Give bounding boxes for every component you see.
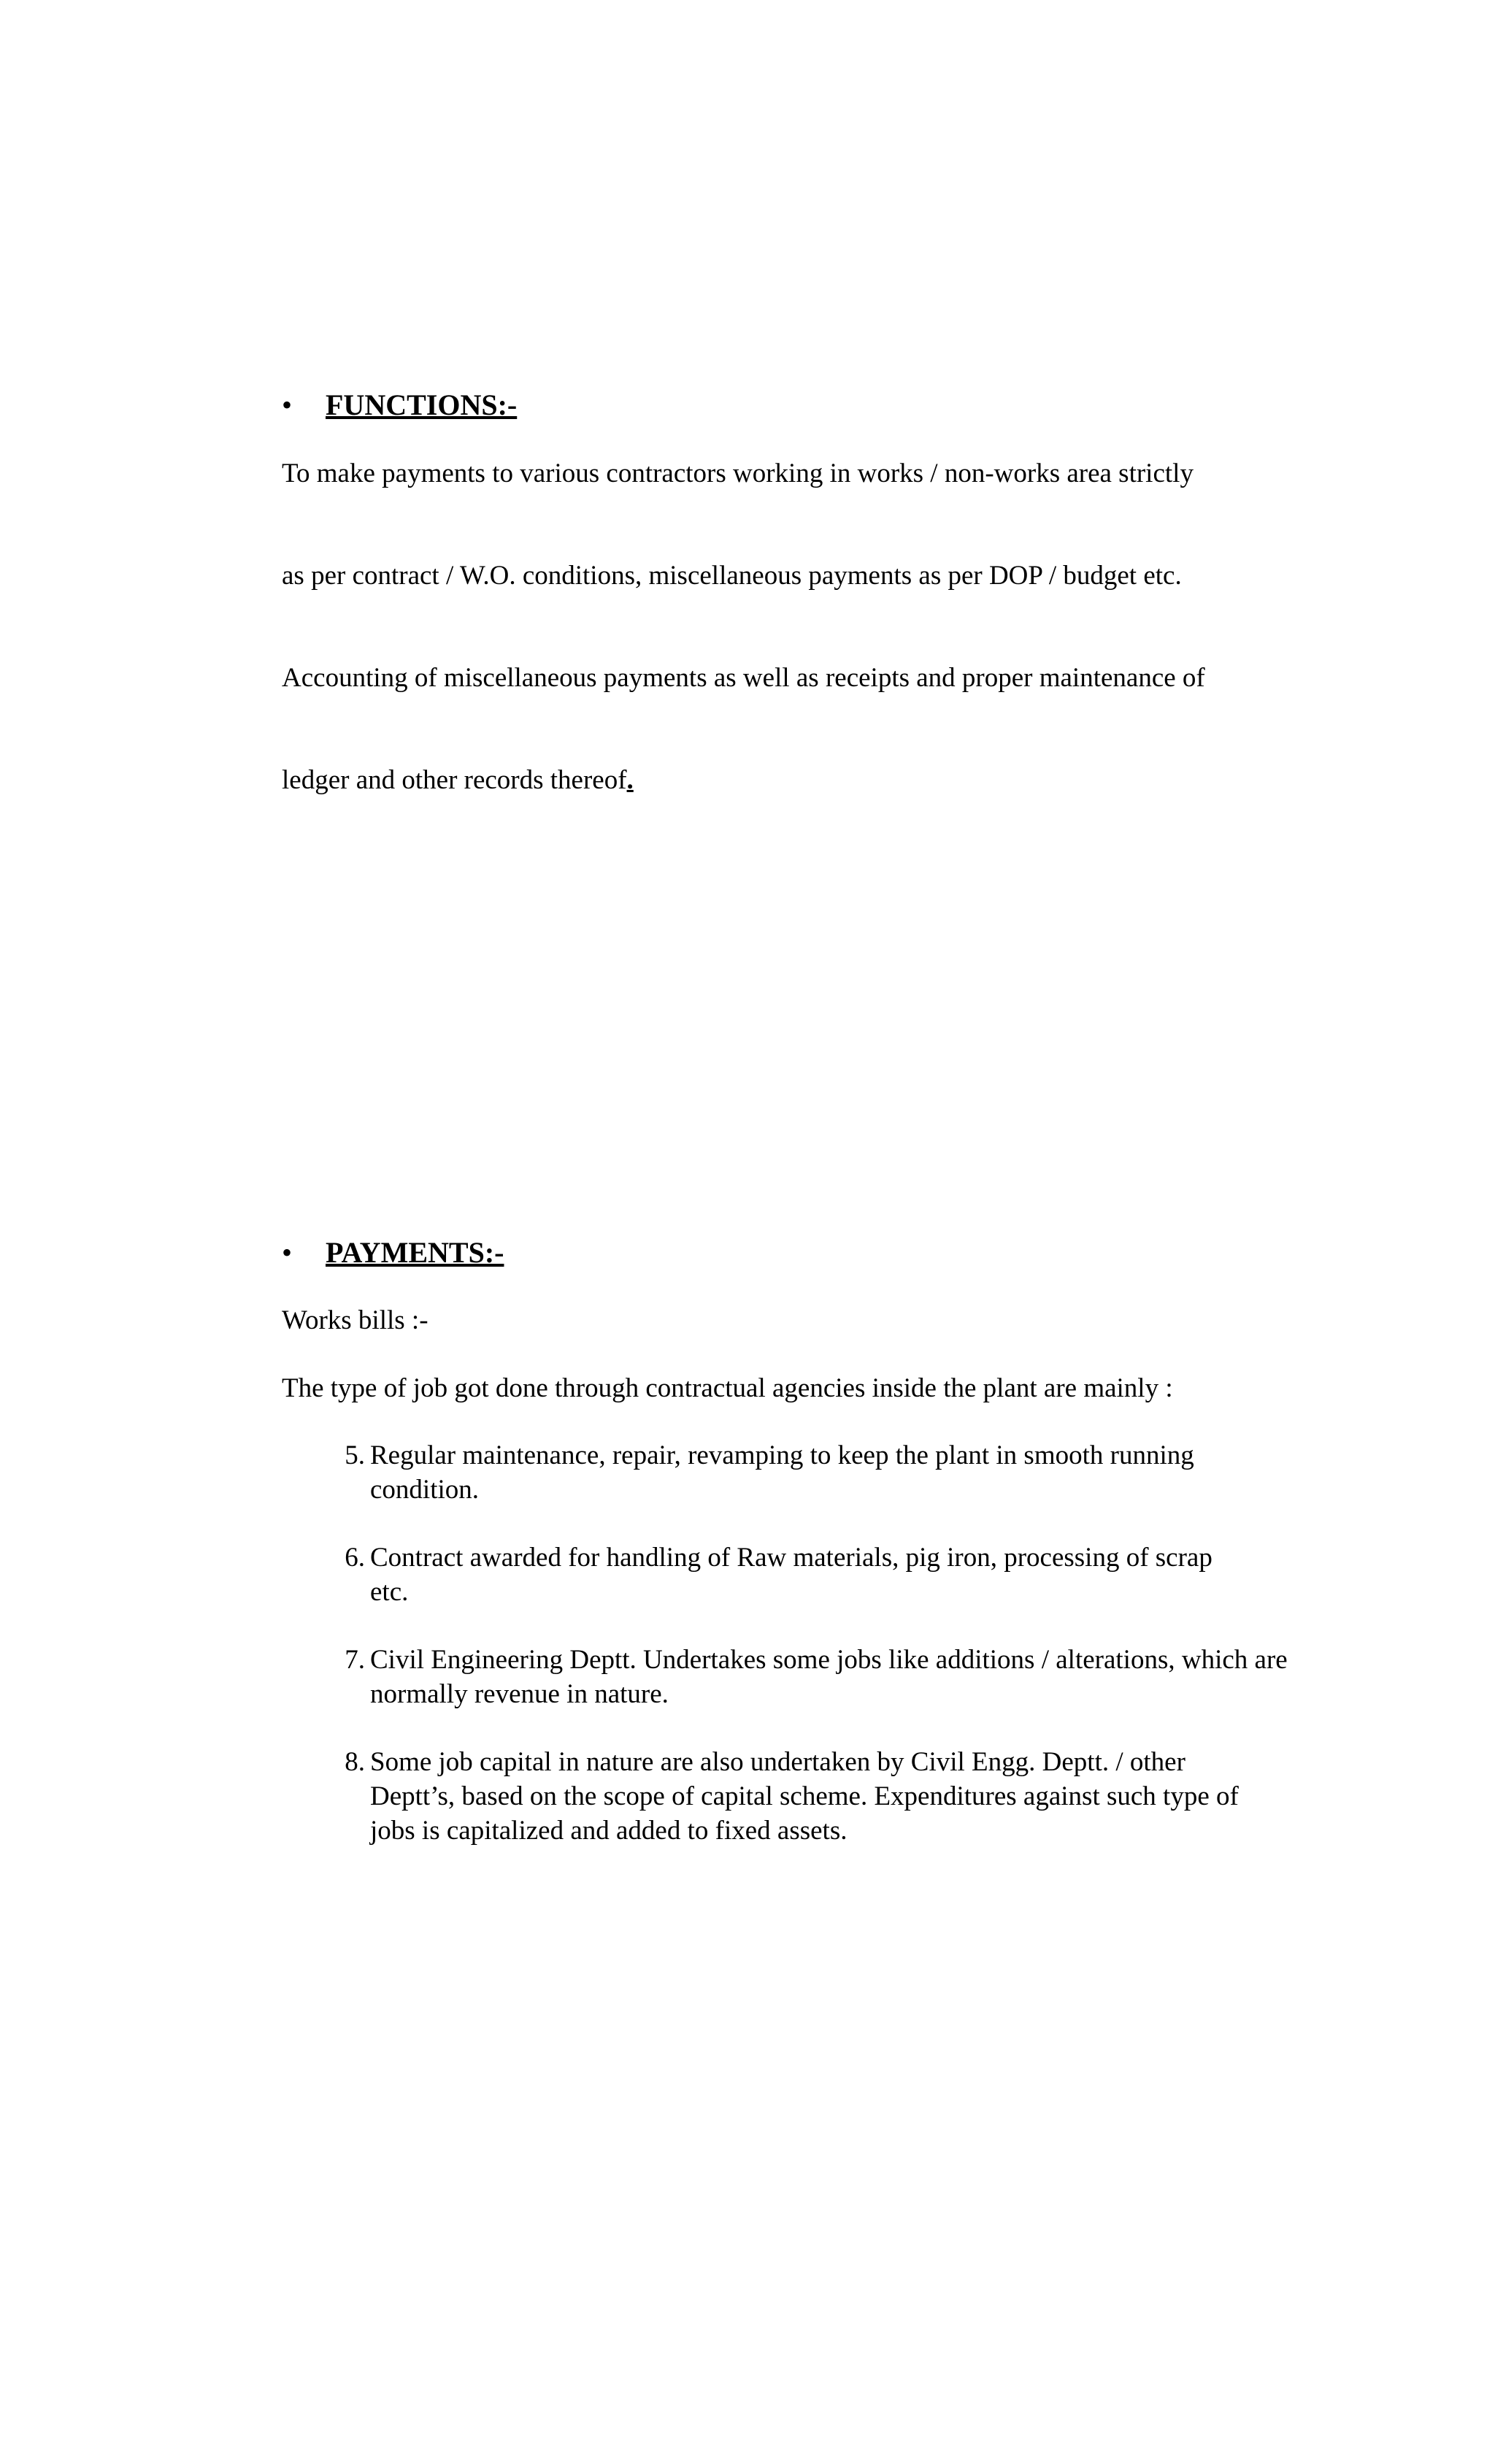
list-item-text: Some job capital in nature are also undertaken by Civil Engg. Deptt. / other Deptt’s, based on the scope of capital scheme. Expenditures against such type of jobs is capitalized and added to fixed assets. [370, 1747, 1239, 1846]
payments-intro: The type of job got done through contractual agencies inside the plant are mainly : [282, 1373, 1173, 1403]
functions-paragraph-1: To make payments to various contractors working in works / non-works area strictly [282, 458, 1194, 488]
list-item-number: 5. [345, 1440, 365, 1470]
functions-paragraph-3: Accounting of miscellaneous payments as well as receipts and proper maintenance of [282, 663, 1205, 693]
functions-paragraph-4-text: ledger and other records thereof [282, 765, 627, 795]
functions-paragraph-2: as per contract / W.O. conditions, miscellaneous payments as per DOP / budget etc. [282, 561, 1182, 591]
list-item-text: Regular maintenance, repair, revamping to keep the plant in smooth running condition. [370, 1440, 1194, 1505]
list-item-text: Civil Engineering Deptt. Undertakes some jobs like additions / alterations, which are normally revenue in nature. [370, 1645, 1288, 1709]
list-item-number: 7. [345, 1645, 365, 1675]
functions-heading-text: FUNCTIONS:- [326, 388, 518, 421]
list-item-number: 8. [345, 1747, 365, 1777]
functions-paragraph-4-period: . [626, 765, 634, 795]
works-bills-label: Works bills :- [282, 1305, 428, 1335]
list-item-text: Contract awarded for handling of Raw materials, pig iron, processing of scrap etc. [370, 1543, 1212, 1607]
bullet-icon: • [282, 388, 293, 421]
bullet-icon: • [282, 1236, 293, 1269]
functions-paragraph-4 [282, 763, 1282, 797]
payments-heading-text: PAYMENTS:- [326, 1236, 504, 1269]
list-item-number: 6. [345, 1543, 365, 1573]
